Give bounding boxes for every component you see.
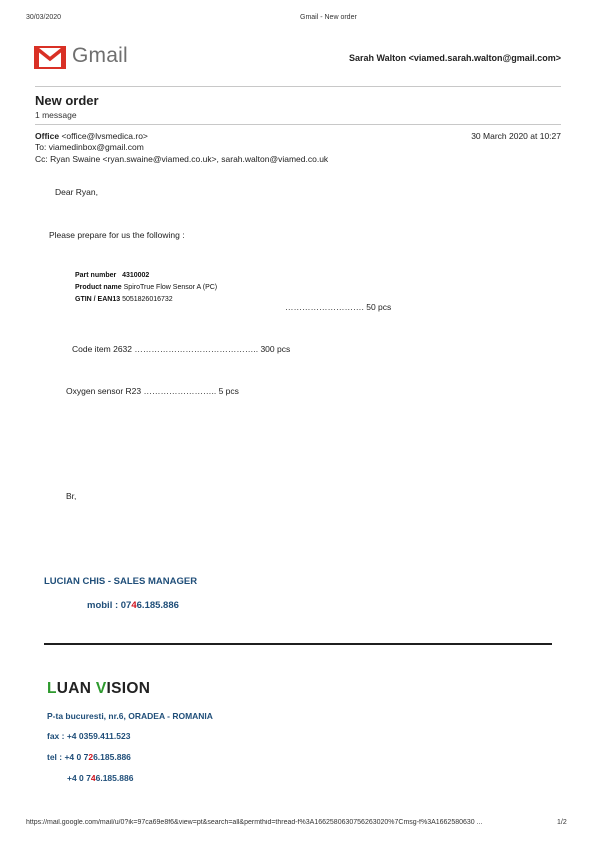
sender (35, 131, 148, 141)
sender-email: <office@lvsmedica.ro> (59, 131, 148, 141)
gtin-label: GTIN / EAN13 (75, 296, 121, 303)
company-address: P-ta bucuresti, nr.6, ORADEA - ROMANIA (47, 711, 213, 721)
greeting: Dear Ryan, (55, 187, 98, 197)
brand-uan: UAN (56, 680, 96, 697)
product-gtin (75, 296, 173, 303)
recipient-cc: Cc: Ryan Swaine <ryan.swaine@viamed.co.uk>, sarah.walton@viamed.co.uk (35, 154, 329, 164)
thread-subject: New order (35, 93, 99, 108)
mobile-suffix: 6.185.886 (136, 600, 179, 611)
order-line-3: Oxygen sensor R23 …………………….. 5 pcs (66, 386, 239, 396)
signature-divider (44, 643, 552, 645)
tel-prefix: tel : +4 0 7 (47, 752, 89, 762)
part-value: 4310002 (122, 272, 150, 279)
product-name (75, 284, 217, 291)
tel2-suffix: 6.185.886 (95, 773, 134, 783)
mobile-red-digit: 4 (131, 600, 137, 611)
name-value: SpiroTrue Flow Sensor A (PC) (123, 284, 218, 291)
company-brand (47, 680, 150, 698)
tel2-red-digit: 4 (90, 773, 96, 783)
tel-suffix: 6.185.886 (93, 752, 131, 762)
order-line-1-qty: ………………………. 50 pcs (285, 302, 392, 312)
gmail-envelope-icon (34, 46, 66, 69)
company-tel (47, 752, 131, 762)
brand-letter-l: L (47, 680, 57, 697)
signature-mobile (87, 600, 179, 611)
brand-ision: ISION (106, 680, 151, 697)
gtin-value: 5051826016732 (122, 296, 173, 303)
recipient-to: To: viamedinbox@gmail.com (35, 142, 144, 152)
product-part-number (75, 272, 149, 279)
gmail-logo-text: Gmail (72, 44, 128, 67)
company-fax: fax : +4 0359.411.523 (47, 731, 131, 741)
intro-line: Please prepare for us the following : (49, 230, 185, 240)
company-tel-2 (67, 773, 133, 783)
sender-name: Office (35, 131, 60, 141)
header-divider (35, 86, 561, 87)
tel-red-digit: 2 (88, 752, 94, 762)
print-title: Gmail - New order (300, 14, 357, 21)
brand-letter-v: V (95, 680, 107, 697)
mobile-prefix: mobil : 07 (87, 600, 132, 611)
gmail-logo[interactable] (34, 46, 66, 74)
tel2-prefix: +4 0 7 (67, 773, 91, 783)
part-label: Part number (75, 272, 117, 279)
name-label: Product name (75, 284, 122, 291)
message-count: 1 message (35, 110, 77, 120)
print-page-number: 1/2 (557, 819, 567, 826)
print-footer-url[interactable]: https://mail.google.com/mail/u/0?ik=97ca69e8f6&view=pt&search=all&permthid=thread-f%3A1662580630756263020%7Cmsg-f%3A1662580630 ... (26, 819, 483, 826)
account-identity: Sarah Walton <viamed.sarah.walton@gmail.com> (348, 53, 561, 63)
order-line-2: Code item 2632 …………………………………….. 300 pcs (72, 344, 291, 354)
print-date: 30/03/2020 (26, 14, 62, 21)
message-date: 30 March 2020 at 10:27 (471, 131, 561, 141)
signature-name-title: LUCIAN CHIS - SALES MANAGER (44, 576, 198, 587)
closing: Br, (66, 491, 77, 501)
subject-divider (35, 124, 561, 125)
